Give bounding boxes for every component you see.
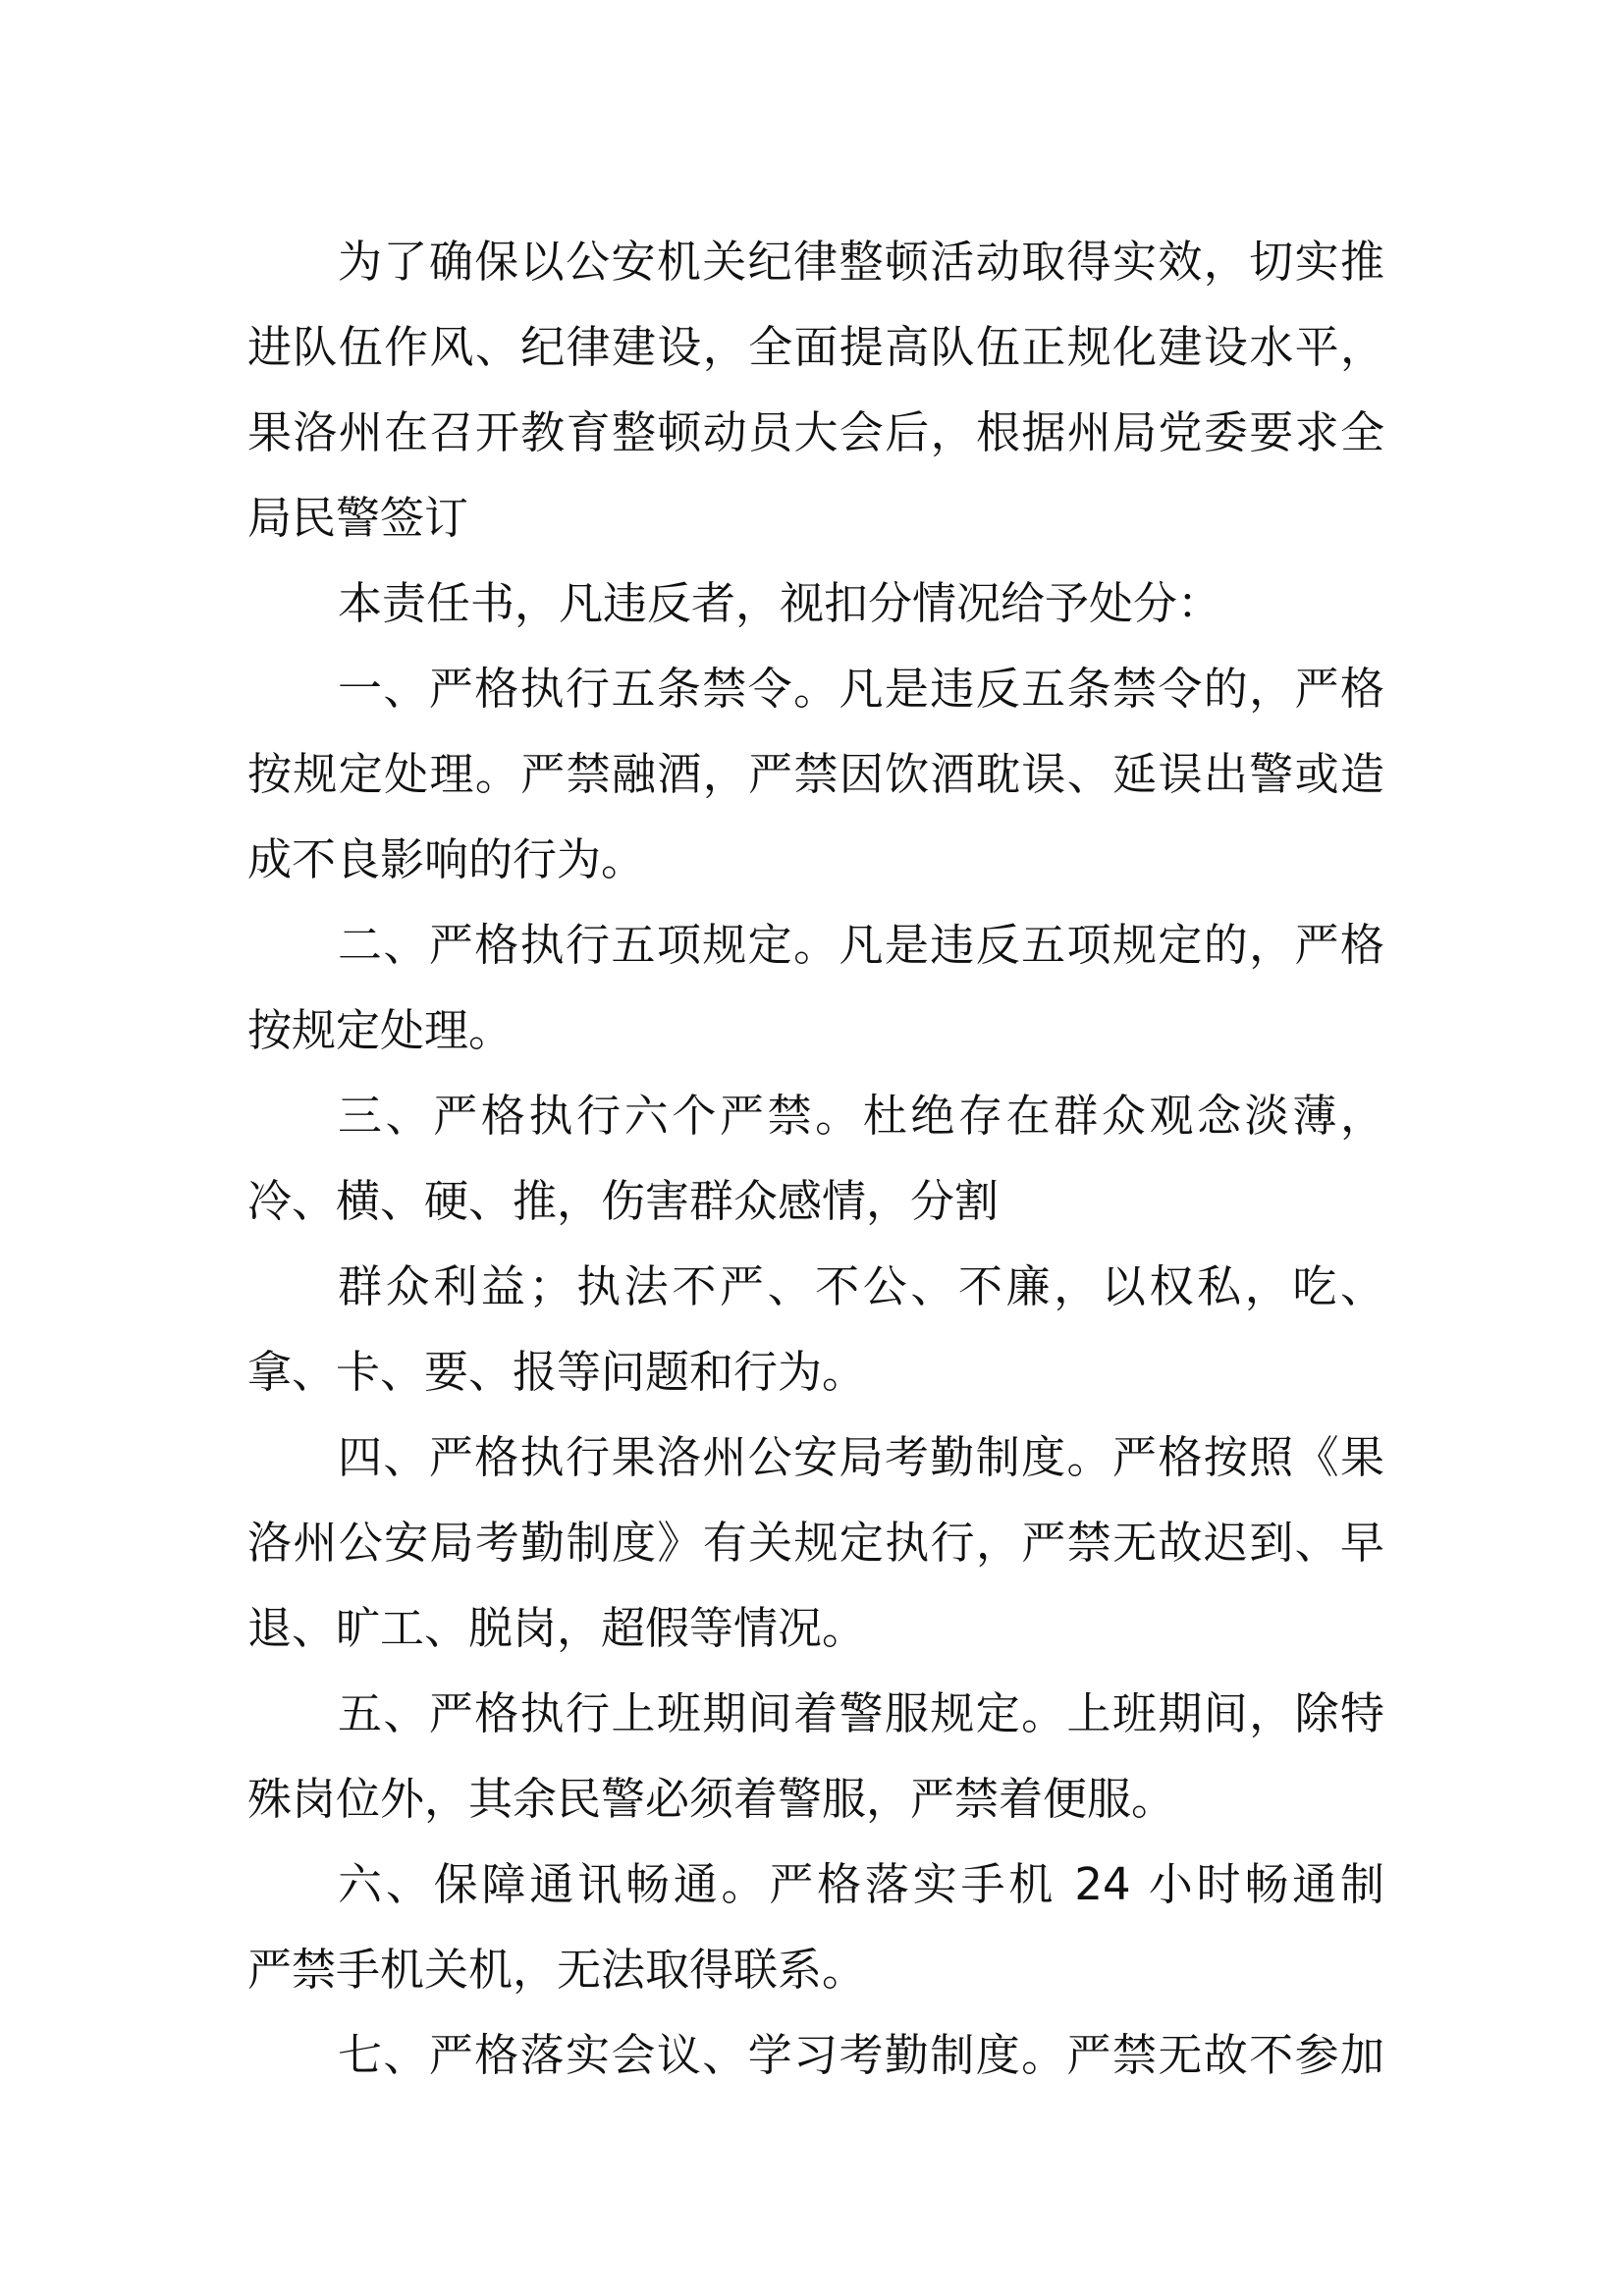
text-line: 五、严格执行上班期间着警服规定。上班期间，除特	[338, 1687, 1384, 1739]
document-body	[247, 219, 1384, 2098]
text-line: 六、保障通讯畅通。严格落实手机 24 小时畅通制	[338, 1858, 1384, 1910]
text-line: 四、严格执行果洛州公安局考勤制度。严格按照《果	[338, 1431, 1384, 1483]
text-line: 进队伍作风、纪律建设，全面提高队伍正规化建设水平，	[247, 321, 1384, 373]
text-line: 本责任书，凡违反者，视扣分情况给予处分：	[338, 577, 1222, 629]
text-line: 按规定处理。严禁融酒，严禁因饮酒耽误、延误出警或造	[247, 748, 1384, 800]
text-line: 群众利益；执法不严、不公、不廉，以权私，吃、	[338, 1260, 1384, 1312]
text-line: 一、严格执行五条禁令。凡是违反五条禁令的，严格	[338, 663, 1384, 715]
text-line: 拿、卡、要、报等问题和行为。	[247, 1346, 867, 1398]
text-line: 按规定处理。	[247, 1004, 514, 1056]
text-line: 退、旷工、脱岗，超假等情况。	[247, 1602, 867, 1654]
text-line: 为了确保以公安机关纪律整顿活动取得实效，切实推	[338, 236, 1384, 288]
text-line: 洛州公安局考勤制度》有关规定执行，严禁无故迟到、早	[247, 1517, 1384, 1569]
text-line: 七、严格落实会议、学习考勤制度。严禁无故不参加	[338, 2029, 1384, 2081]
text-line: 成不良影响的行为。	[247, 833, 646, 885]
text-line: 二、严格执行五项规定。凡是违反五项规定的，严格	[338, 919, 1384, 971]
text-line: 殊岗位外，其余民警必须着警服，严禁着便服。	[247, 1773, 1176, 1825]
text-line: 严禁手机关机，无法取得联系。	[247, 1944, 867, 1996]
text-line: 局民警签订	[247, 492, 469, 544]
text-line: 三、严格执行六个严禁。杜绝存在群众观念淡薄，	[338, 1090, 1384, 1142]
text-line: 果洛州在召开教育整顿动员大会后，根据州局党委要求全	[247, 406, 1384, 458]
text-line: 冷、横、硬、推，伤害群众感情，分割	[247, 1175, 1000, 1227]
